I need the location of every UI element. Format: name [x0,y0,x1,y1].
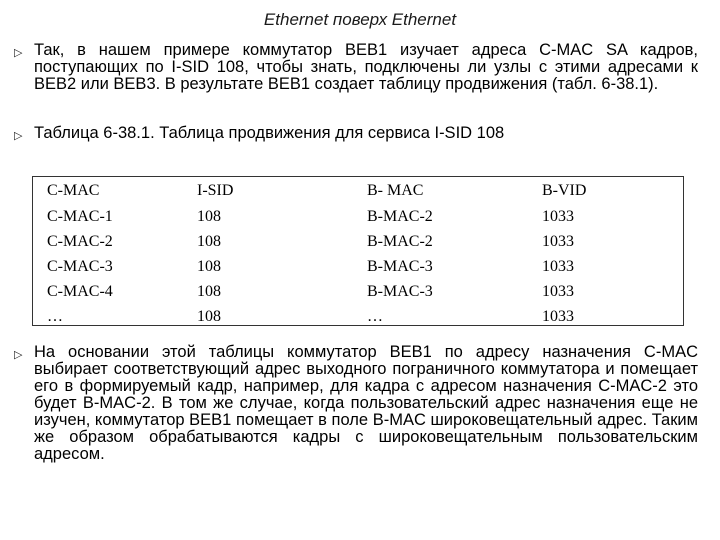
table-cell: 1033 [542,257,574,275]
table-cell: 108 [197,282,221,300]
table-row [33,229,683,254]
table-header-cell: B- MAC [367,181,424,199]
bullet-text: Так, в нашем примере коммутатор BEB1 изучает адреса C-MAC SA кадров, поступающих по I-SID 108, чтобы знать, подключены ли узлы с этими адресами к BEB2 или BEB3. В результате BEB1 создает таблицу продвижения (табл. 6-38.1). [34,41,698,93]
table-row [33,279,683,304]
table-row [33,254,683,279]
table-cell: 1033 [542,232,574,250]
table-cell: 108 [197,232,221,250]
table-cell: C-MAC-3 [47,257,113,275]
bullet-2 [14,125,698,145]
table-cell: 1033 [542,207,574,225]
table-cell: B-MAC-3 [367,257,433,275]
page-title: Ethernet поверх Ethernet [263,10,457,29]
table-cell: … [47,307,63,325]
table-cell: B-MAC-3 [367,282,433,300]
table-cell: 1033 [542,282,574,300]
table-header-cell: B-VID [542,181,587,199]
table-header-cell: I-SID [197,181,234,199]
table-cell: B-MAC-2 [367,207,433,225]
table-cell: 1033 [542,307,574,325]
table-row [33,204,683,229]
table-cell: 108 [197,257,221,275]
table-cell: … [367,307,383,325]
forwarding-table [32,176,684,326]
table-cell: 108 [197,207,221,225]
bullet-arrow-icon: ▷ [14,47,23,59]
bullet-arrow-icon: ▷ [14,130,23,142]
table-header-cell: C-MAC [47,181,100,199]
table-cell: B-MAC-2 [367,232,433,250]
bullet-3 [14,344,698,463]
table-cell: 108 [197,307,221,325]
bullet-text: На основании этой таблицы коммутатор BEB1 по адресу назначения C-MAC выбирает соответствующий адрес выходного пограничного коммутатора и помещает его в формируемый кадр, например, для кадра с адресом назначения C-MAC-2 это будет B-MAC-2. В том же случае, когда пользовательский адрес назначения еще не изучен, коммутатор BEB1 помещает в поле B-MAC широковещательный адрес. Таким же образом обрабатываются кадры с широковещательным пользовательским адресом. [34,343,698,463]
table-cell: C-MAC-1 [47,207,113,225]
table-cell: C-MAC-2 [47,232,113,250]
table-header-row [33,177,683,204]
table-caption: Таблица 6-38.1. Таблица продвижения для сервиса I-SID 108 [34,124,505,142]
table-cell: C-MAC-4 [47,282,113,300]
table-row [33,304,683,329]
bullet-1 [14,42,698,93]
bullet-arrow-icon: ▷ [14,349,23,361]
